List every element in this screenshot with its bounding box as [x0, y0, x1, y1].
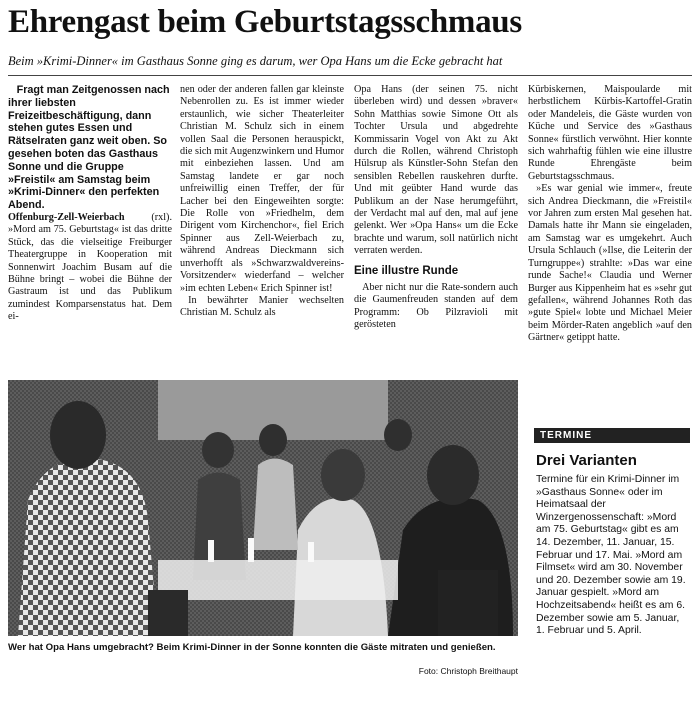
event-photo	[8, 380, 518, 636]
box-title: Drei Varianten	[536, 452, 637, 469]
photo-credit: Foto: Christoph Breithaupt	[418, 666, 518, 676]
headline: Ehrengast beim Geburtstagsschmaus	[8, 4, 522, 40]
col3-paragraph-1: Opa Hans (der seinen 75. nicht überleben wird) und dessen »braver« Sohn Matthias sowie Simone Ott als Tochter Ursula und abgedrehte Kommissarin Vogel von Akt zu Akt durch die Rollen, während Christoph Hülsrup als Künstler-Sohn Stefan den sensiblen Rebellen rauskehren durfte. Und mit geübter Hand wurde das Publikum an der Nase herumgeführt, der Verdacht mal auf den, mal auf jene gelenkt. Wer »Opa Hans« um die Ecke brachte und warum, soll natürlich nicht verraten werden.	[354, 84, 518, 257]
section-subhead: Eine illustre Runde	[354, 264, 459, 277]
column-1	[8, 84, 172, 376]
column-3	[354, 84, 518, 376]
col2-paragraph-2: In bewährter Manier wechselten Christian M. Schulz als	[180, 294, 344, 319]
column-4	[528, 84, 692, 422]
lead-paragraph: Fragt man Zeitgenossen nach ihrer liebsten Freizeitbeschäftigung, dann stehen gutes Essen und Rätselraten ganz weit oben. So gesehen boten das Gasthaus Sonne und die Gruppe »Freistil« am Samstag beim »Krimi-Dinner« den perfekten Abend.	[8, 84, 170, 212]
col4-paragraph-2: »Es war genial wie immer«, freute sich Andrea Dieckmann, die »Freistil« vor Jahren zum ersten Mal gesehen hat. Damals hatte ihr Mann sie eingeladen, am Samstag war es umgekehrt. Auch Ursula Schlauch (»Ilse, die Leiterin der Turngruppe«) strahlte: »Das war eine runde Sache!« Claudia und Werner Burger aus Kippenheim hat es »sehr gut gefallen«, während Johannes Roth das »gute Spiel« lobte und Michael Meier beim Mörder-Raten angeblich »auf den Gärtner« getippt hatte.	[528, 183, 692, 344]
agency: (rxl).	[124, 211, 172, 223]
photo-caption: Wer hat Opa Hans umgebracht? Beim Krimi-Dinner in der Sonne konnten die Gäste mitraten und genießen.	[8, 642, 496, 653]
termine-tag: TERMINE	[534, 428, 690, 443]
col2-paragraph-1: nen oder der anderen fallen gar kleinste Nebenrollen zu. Es ist immer wieder erstaunlich, wie sicher Theaterleiter Christian M. Schulz sich in einem vollen Saal die Personen herauspickt, die sich mit Augenzwinkern und Humor mit einbeziehen lassen. Und am Samstag landete er gar noch unfreiwillig einen Treffer, der für Lacher bei den Eingeweihten sorgte: Die Rolle von »Friedhelm, dem Dirigent vom Kirchenchor«, fiel Erich Spinner aus Zell-Weierbach zu, während Andreas Dieckmann sich unverhofft als »Schwarzwaldvereins-Vorsitzender« wiederfand – welcher »im echten Leben« Erich Spinner ist!	[180, 84, 344, 294]
col1-body: »Mord am 75. Geburtstag« ist das dritte Stück, das die vielseitige Freiburger Theatergruppe in Kooperation mit Sonnenwirt Joachim Busam auf die Bühne bringt – wobei die Bühne der Gastraum ist und das Publikum zumindest Komparsenstatus hat. Dem ei-	[8, 224, 172, 323]
dateline: Offenburg-Zell-Weierbach	[8, 211, 125, 223]
col4-paragraph-1: Kürbiskernen, Maispoularde mit herbstlichem Kürbis-Kartoffel-Gratin oder Mandeleis, die Gäste wurden von Küche und Service des »Gasthaus Sonne« fürstlich verwöhnt. Hier konnte sich wahrhaftig fühlen wie eine illustre Runde Ehrengäste beim Geburtstagsschmaus.	[528, 84, 692, 182]
divider	[8, 75, 692, 76]
box-text: Termine für ein Krimi-Dinner im »Gasthaus Sonne« oder im Heimatsaal der Winzergenossenschaft: »Mord am 75. Geburtstag« gibt es am 14. Dezember, 11. Januar, 15. Februar und 17. Mai. »Mord am Filmset« wird am 30. November und 20. Dezember sowie am 19. Januar gespielt. »Mord am Hochzeitsabend« heißt es am 6. Dezember sowie am 5. Januar, 1. Februar und 5. April.	[536, 474, 686, 637]
photo-illustration	[8, 380, 518, 636]
col3-paragraph-2: Aber nicht nur die Rate-sondern auch die Gaumenfreuden standen auf dem Programm: Ob Pilzravioli mit gerösteten	[354, 281, 518, 330]
column-2	[180, 84, 344, 376]
col1-paragraph	[8, 212, 172, 324]
subheadline: Beim »Krimi-Dinner« im Gasthaus Sonne ging es darum, wer Opa Hans um die Ecke gebracht hat	[8, 54, 503, 68]
